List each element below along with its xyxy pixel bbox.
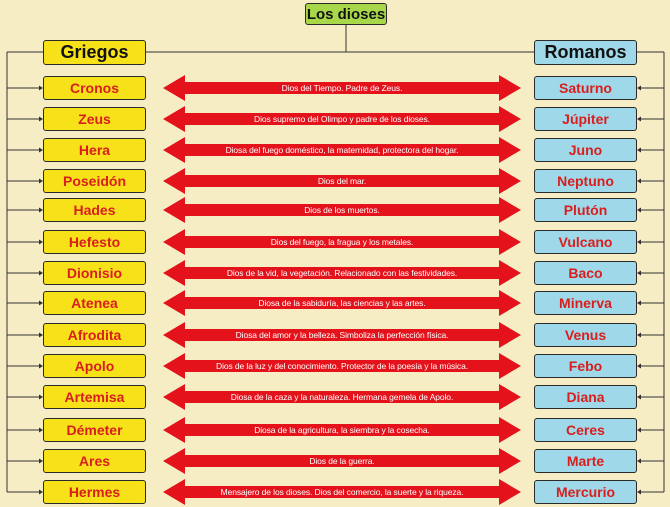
double-arrow [163,229,521,255]
double-arrow [163,106,521,132]
roman-god-name: Neptuno [534,169,637,193]
roman-god-name: Vulcano [534,230,637,254]
god-row [0,480,670,504]
greek-god-name: Hera [43,138,146,162]
double-arrow [163,197,521,223]
god-row [0,230,670,254]
roman-god-name: Mercurio [534,480,637,504]
double-arrow [163,290,521,316]
god-description: Dios del mar. [317,176,367,186]
greek-god-name: Ares [43,449,146,473]
god-row [0,169,670,193]
god-row [0,323,670,347]
god-row [0,198,670,222]
greek-god-name: Apolo [43,354,146,378]
double-arrow [163,448,521,474]
double-arrow [163,75,521,101]
god-description: Diosa de la caza y la naturaleza. Hermana gemela de Apolo. [230,392,454,402]
greek-god-name: Cronos [43,76,146,100]
roman-god-name: Ceres [534,418,637,442]
double-arrow [163,322,521,348]
roman-god-name: Marte [534,449,637,473]
roman-god-name: Febo [534,354,637,378]
double-arrow [163,168,521,194]
double-arrow [163,479,521,505]
roman-column-header: Romanos [534,40,637,65]
roman-god-name: Juno [534,138,637,162]
god-row [0,76,670,100]
greek-god-name: Hermes [43,480,146,504]
god-description: Dios supremo del Olimpo y padre de los dioses. [254,114,430,124]
god-row [0,291,670,315]
greek-column-header: Griegos [43,40,146,65]
god-row [0,354,670,378]
double-arrow [163,384,521,410]
god-row [0,449,670,473]
roman-god-name: Saturno [534,76,637,100]
god-description: Diosa del fuego doméstico, la maternidad, protectora del hogar. [225,145,459,155]
greek-god-name: Afrodita [43,323,146,347]
greek-god-name: Artemisa [43,385,146,409]
god-row [0,418,670,442]
roman-god-name: Júpiter [534,107,637,131]
greek-god-name: Atenea [43,291,146,315]
god-row [0,385,670,409]
greek-god-name: Démeter [43,418,146,442]
god-description: Mensajero de los dioses. Dios del comercio, la suerte y la riqueza. [220,487,464,497]
god-description: Dios del Tiempo. Padre de Zeus. [281,83,403,93]
roman-god-name: Venus [534,323,637,347]
double-arrow [163,417,521,443]
greek-god-name: Dionisio [43,261,146,285]
god-description: Dios de la guerra. [309,456,375,466]
god-description: Dios de los muertos. [304,205,380,215]
god-description: Dios de la luz y del conocimiento. Protector de la poesía y la música. [216,361,468,371]
diagram-title: Los dioses [305,3,387,25]
greek-god-name: Hades [43,198,146,222]
god-description: Diosa de la sabiduría, las ciencias y las artes. [258,298,426,308]
greek-god-name: Zeus [43,107,146,131]
roman-god-name: Baco [534,261,637,285]
double-arrow [163,137,521,163]
god-description: Diosa del amor y la belleza. Simboliza la perfección física. [235,330,449,340]
god-description: Diosa de la agricultura, la siembra y la cosecha. [254,425,430,435]
god-description: Dios del fuego, la fragua y los metales. [270,237,414,247]
roman-god-name: Minerva [534,291,637,315]
greek-god-name: Hefesto [43,230,146,254]
god-row [0,261,670,285]
roman-god-name: Diana [534,385,637,409]
roman-god-name: Plutón [534,198,637,222]
double-arrow [163,353,521,379]
double-arrow [163,260,521,286]
greek-god-name: Poseidón [43,169,146,193]
god-row [0,107,670,131]
god-row [0,138,670,162]
god-description: Dios de la vid, la vegetación. Relacionado con las festividades. [226,268,458,278]
